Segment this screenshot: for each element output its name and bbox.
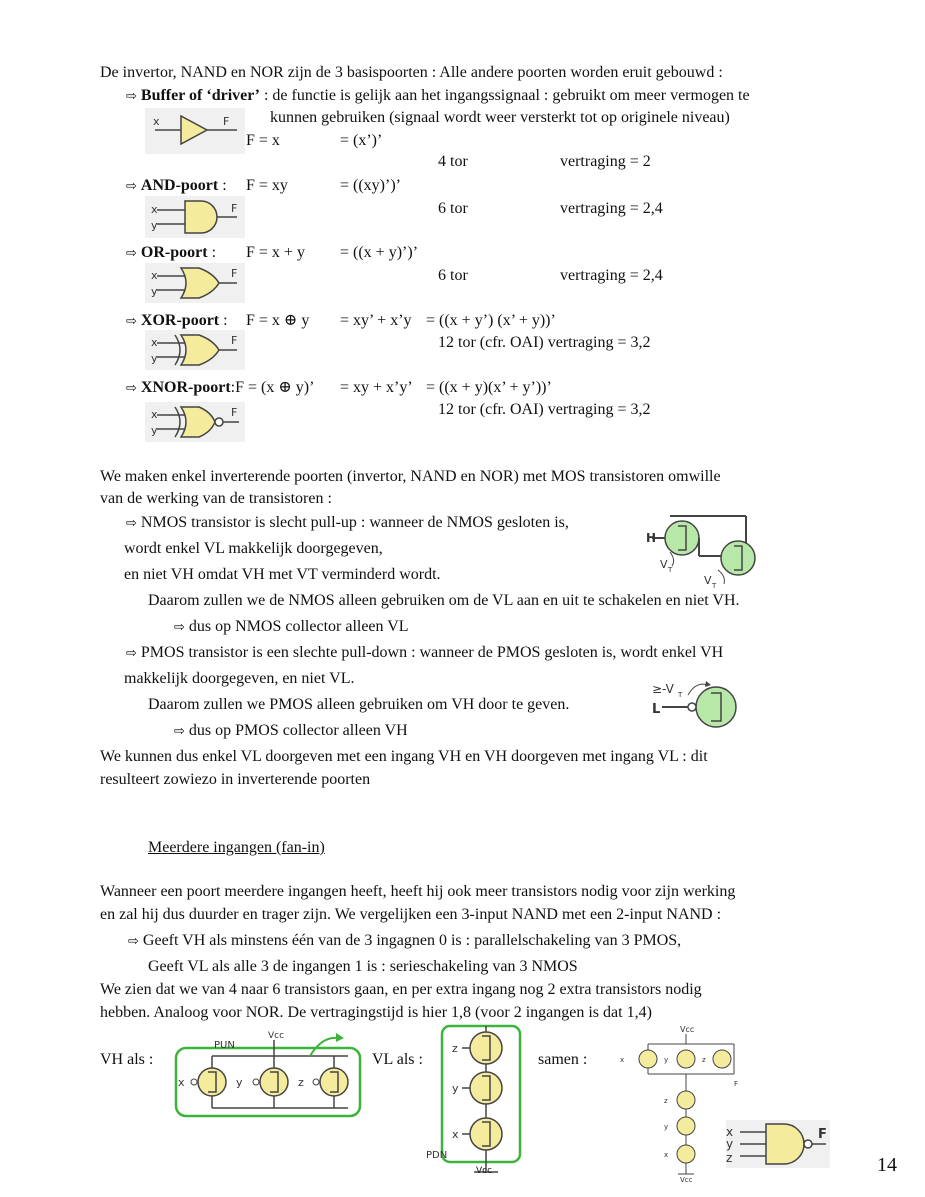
buffer-title: Buffer of ‘driver’ (140, 87, 260, 104)
nmos-diagram (642, 512, 758, 588)
nmos3-text: en niet VH omdat VH met VT verminderd wordt. (124, 566, 441, 583)
or-x-label: x (151, 269, 158, 282)
or-expr: = ((x + y)’)’ (340, 244, 419, 261)
fanin-p3: We zien dat we van 4 naar 6 transistors gaan, en per extra ingang nog 2 extra transistors nodig (100, 981, 702, 998)
page-number: 14 (877, 1154, 897, 1176)
comb-x2-label: x (664, 1151, 669, 1159)
mos-p1: We maken enkel inverterende poorten (invertor, NAND en NOR) met MOS transistoren omwille (100, 468, 721, 485)
xor-gate-symbol (145, 330, 245, 370)
or-title: OR-poort (140, 244, 208, 261)
pun-diagram (172, 1028, 364, 1120)
nmos4-text: Daarom zullen we de NMOS alleen gebruiken om de VL aan en uit te schakelen en niet VH. (148, 592, 740, 609)
arrow-icon: ⇨ (126, 179, 137, 194)
xor-f: F = x ⊕ y (246, 312, 310, 329)
nand3-y-label: y (726, 1137, 734, 1151)
nmos-vt-sub-1: T (668, 566, 673, 574)
and-f: F = xy (246, 177, 288, 194)
and-tor: 6 tor (438, 200, 468, 217)
arrow-icon: ⇨ (126, 246, 137, 261)
pdn-x-label: x (452, 1128, 459, 1141)
and-gate-symbol (145, 196, 245, 238)
xor-tor: 12 tor (cfr. OAI) vertraging = 3,2 (438, 334, 651, 351)
nand3-f-label: F (818, 1127, 827, 1142)
fanin-p2: en zal hij dus duurder en trager zijn. We vergelijken een 3-input NAND met een 2-input NAND : (100, 906, 722, 923)
xor-title: XOR-poort (140, 312, 220, 329)
pun-x-label: x (178, 1076, 185, 1089)
comb-vcc2-label: Vcc (680, 1176, 693, 1184)
fanin-p1: Wanneer een poort meerdere ingangen heeft, heeft hij ook meer transistors nodig voor zijn werking (100, 883, 736, 900)
pdn-transistor-x (452, 1118, 502, 1150)
nmos-vt-sub-2: T (712, 582, 717, 590)
or-f: F = x + y (246, 244, 305, 261)
or-sep: : (211, 244, 217, 261)
nand3-x-label: x (726, 1125, 734, 1139)
xnor-tor: 12 tor (cfr. OAI) vertraging = 3,2 (438, 401, 651, 418)
arrow-icon: ⇨ (126, 516, 137, 531)
nmos-vt-label-1: V (660, 558, 668, 571)
pmos4-text: dus op PMOS collector alleen VH (188, 722, 408, 739)
xnor-line (126, 378, 314, 399)
xnor-x-label: x (151, 408, 158, 421)
intro-line: De invertor, NAND en NOR zijn de 3 basispoorten : Alle andere poorten worden eruit gebouwd : (100, 64, 723, 81)
buffer-delay: vertraging = 2 (560, 153, 651, 170)
buffer-expr: = (x’)’ (340, 132, 383, 149)
mos-p2: van de werking van de transistoren : (100, 490, 332, 507)
pdn-label: PDN (426, 1150, 448, 1161)
fanin-b1-line (128, 931, 681, 952)
or-delay: vertraging = 2,4 (560, 267, 663, 284)
nand3-z-label: z (726, 1151, 733, 1165)
arrow-icon: ⇨ (126, 381, 137, 396)
fanin-b2: Geeft VL als alle 3 de ingangen 1 is : serieschakeling van 3 NMOS (148, 958, 578, 975)
nmos-h-label: H (646, 531, 657, 545)
pun-transistor-x (178, 1056, 226, 1108)
xnor-title: XNOR-poort (140, 379, 231, 396)
buffer-desc2: kunnen gebruiken (signaal wordt weer versterkt tot op originele niveau) (270, 109, 730, 126)
pmos-diagram (648, 673, 748, 737)
xor-y-label: y (151, 352, 158, 365)
nmos2-text: wordt enkel VL makkelijk doorgegeven, (124, 540, 383, 557)
fanin-heading: Meerdere ingangen (fan-in) (148, 839, 325, 856)
buffer-line (126, 86, 750, 107)
comb-y2-label: y (664, 1123, 669, 1131)
and-title: AND-poort (140, 177, 219, 194)
nmos-vt-label-2: V (704, 574, 712, 587)
and-f-label: F (231, 202, 238, 215)
xor-sep: : (223, 312, 228, 329)
buffer-x-label: x (153, 115, 160, 128)
buffer-f: F = x (246, 132, 280, 149)
pdn-vcc-label: Vcc (476, 1166, 493, 1176)
pmos-line1 (126, 643, 723, 664)
pmos-vt-label: ≥-V (652, 682, 674, 696)
pun-y-label: y (236, 1076, 243, 1089)
or-f-label: F (231, 267, 238, 280)
pdn-transistor-y (452, 1072, 502, 1104)
vl-als-label: VL als : (372, 1051, 423, 1068)
fanin-p4: hebben. Analoog voor NOR. De vertragingstijd is hier 1,8 (voor 2 ingangen is dat 1,4) (100, 1004, 652, 1021)
nand3-gate-symbol (722, 1120, 832, 1170)
arrow-icon: ⇨ (174, 724, 185, 739)
and-y-label: y (151, 219, 158, 232)
xor-expr: = xy’ + x’y (340, 312, 412, 329)
pmos4-line (174, 721, 408, 742)
pmos-l-label: L (652, 702, 661, 717)
comb-y-label: y (664, 1056, 669, 1064)
buffer-f-label: F (223, 115, 230, 128)
arrow-icon: ⇨ (126, 314, 137, 329)
nmos5-text: dus op NMOS collector alleen VL (188, 618, 409, 635)
vh-als-label: VH als : (100, 1051, 154, 1068)
nmos5-line (174, 617, 409, 638)
pmos2-text: makkelijk doorgegeven, en niet VL. (124, 670, 355, 687)
xor-line (126, 311, 228, 332)
pmos1-text: PMOS transistor is een slechte pull-down : wanneer de PMOS gesloten is, wordt enkel VH (140, 644, 724, 661)
and-x-label: x (151, 203, 158, 216)
pdn-z-label: z (452, 1042, 458, 1055)
comb-f-label: F (734, 1080, 739, 1088)
mos-c2: resulteert zowiezo in inverterende poorten (100, 771, 371, 788)
comb-z2-label: z (664, 1097, 668, 1105)
pmos3-text: Daarom zullen we PMOS alleen gebruiken om VH door te geven. (148, 696, 570, 713)
mos-c1: We kunnen dus enkel VL doorgeven met een ingang VH en VH doorgeven met ingang VL : dit (100, 748, 708, 765)
xnor-gate-symbol (145, 402, 245, 442)
pun-transistor-y (236, 1056, 288, 1108)
fanin-b1: Geeft VH als minstens één van de 3 ingagnen 0 is : parallelschakeling van 3 PMOS, (142, 932, 682, 949)
buffer-tor: 4 tor (438, 153, 468, 170)
or-gate-symbol (145, 263, 245, 303)
and-sep: : (222, 177, 227, 194)
samen-label: samen : (538, 1051, 588, 1068)
arrow-icon: ⇨ (126, 646, 137, 661)
comb-x-label: x (620, 1056, 625, 1064)
or-tor: 6 tor (438, 267, 468, 284)
or-y-label: y (151, 285, 158, 298)
xor-expr2: = ((x + y’) (x’ + y))’ (426, 312, 556, 329)
pdn-transistor-z (452, 1032, 502, 1064)
or-line (126, 243, 216, 264)
buffer-gate-symbol (145, 108, 245, 154)
pdn-diagram (426, 1024, 526, 1174)
nmos-line1 (126, 513, 569, 534)
xor-f-label: F (231, 334, 238, 347)
arrow-icon: ⇨ (126, 89, 137, 104)
xnor-expr2: = ((x + y)(x’ + y’))’ (426, 379, 552, 396)
xnor-f-label: F (231, 406, 238, 419)
and-expr: = ((xy)’)’ (340, 177, 401, 194)
and-delay: vertraging = 2,4 (560, 200, 663, 217)
arrow-icon: ⇨ (174, 620, 185, 635)
pun-vcc-label: Vcc (268, 1031, 285, 1041)
pun-transistor-z (298, 1056, 348, 1108)
pdn-y-label: y (452, 1082, 459, 1095)
comb-z-label: z (702, 1056, 706, 1064)
arrow-icon: ⇨ (128, 934, 139, 949)
xnor-y-label: y (151, 424, 158, 437)
combined-vcc-label: Vcc (680, 1025, 695, 1034)
pun-z-label: z (298, 1076, 304, 1089)
nmos1-text: NMOS transistor is slecht pull-up : wanneer de NMOS gesloten is, (140, 514, 569, 531)
xor-x-label: x (151, 336, 158, 349)
pun-label: PUN (214, 1040, 235, 1051)
pmos-vt-sub: T (678, 691, 683, 699)
xnor-expr: = xy + x’y’ (340, 379, 413, 396)
buffer-desc1: : de functie is gelijk aan het ingangssignaal : gebruikt om meer vermogen te (263, 87, 750, 104)
xnor-f: :F = (x ⊕ y)’ (230, 379, 315, 396)
and-line (126, 176, 227, 197)
